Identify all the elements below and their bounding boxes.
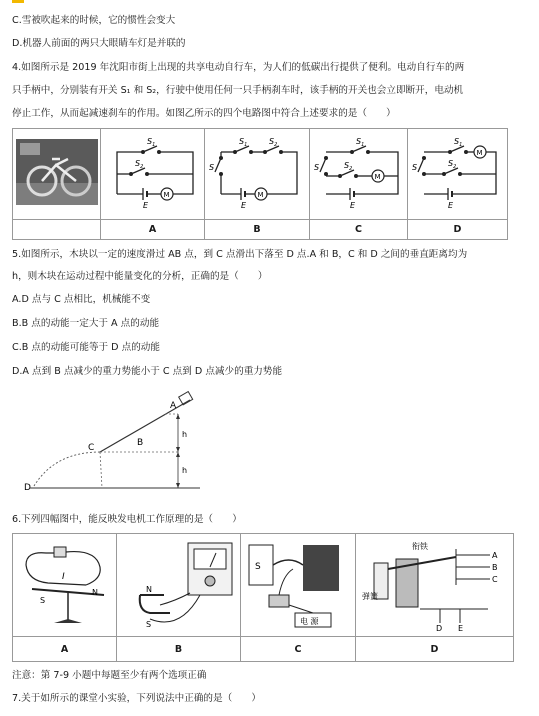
switch-contact [324, 172, 328, 176]
q6-figure-table [12, 533, 514, 662]
q4-label-a: A [101, 220, 205, 240]
q5-option-b: B.B 点的动能一定大于 A 点的动能 [12, 318, 160, 329]
q6-fig-d-cell [356, 534, 514, 637]
switch-label: $S_1$ [453, 137, 462, 148]
q6-label-a: A [13, 637, 117, 662]
switch-label: S [209, 163, 215, 172]
battery-label: E [241, 201, 247, 210]
switch-label: S [313, 163, 319, 172]
motor-label: M [374, 173, 381, 181]
circuit-b [207, 130, 307, 214]
switch-blade [320, 158, 326, 172]
q6-fig-a [16, 535, 114, 631]
wire [267, 152, 297, 194]
q6-fig-d [360, 535, 510, 631]
switch-label: S [411, 163, 417, 172]
q6b-south: S [145, 620, 151, 629]
circuit-a [103, 130, 203, 214]
switch-label: $S_2$ [134, 159, 143, 170]
q5-h-upper: h [182, 430, 188, 439]
q6d-armature: 衔铁 [411, 542, 428, 551]
motor-label: M [257, 191, 264, 199]
q6d-e: E [457, 624, 463, 631]
battery-label: E [142, 201, 148, 210]
q6b-north: N [145, 585, 152, 594]
battery-label: E [447, 201, 453, 210]
q6a-current: I [61, 572, 65, 582]
q6-label-b: B [117, 637, 241, 662]
q5-label-a: A [170, 401, 177, 411]
option-d: D.机器人前面的两只大眼睛车灯是并联的 [12, 38, 186, 49]
q6-fig-c-cell [241, 534, 356, 637]
q6d-a: A [491, 551, 497, 560]
q4-line-3: 停止工作，从而起减速刹车的作用。如图乙所示的四个电路图中符合上述要求的是（ ） [12, 108, 396, 119]
switch-label: $S_1$ [355, 137, 364, 148]
switch-blade [418, 158, 424, 172]
switch-label: $S_1$ [146, 137, 155, 148]
circuit-c-cell [310, 129, 408, 220]
q6-line: 6.下列四幅图中，能反映发电机工作原理的是（ ） [12, 514, 242, 525]
battery-label: E [349, 201, 355, 210]
q6c-south: S [255, 562, 261, 572]
q5-label-b: B [137, 438, 144, 448]
q6-fig-b-cell [117, 534, 241, 637]
bike-photo-cell [13, 129, 101, 220]
q6d-d: D [435, 624, 442, 631]
circuit-b-cell [205, 129, 310, 220]
circuit-a-cell [101, 129, 205, 220]
q4-label-d: D [408, 220, 508, 240]
q6-fig-a-cell [13, 534, 117, 637]
q5-option-a: A.D 点与 C 点相比，机械能不变 [12, 294, 151, 305]
q4-label-blank [13, 220, 101, 240]
q6-fig-b [120, 535, 238, 631]
q5-label-c: C [88, 443, 95, 453]
q4-label-b: B [205, 220, 310, 240]
note-line: 注意：第 7-9 小题中每题至少有两个选项正确 [12, 670, 207, 681]
option-c: C.雪被吹起来的时候，它的惯性会变大 [12, 15, 176, 26]
q5-label-d: D [24, 483, 31, 493]
motor-label: M [476, 149, 483, 157]
switch-label: $S_2$ [269, 137, 278, 148]
wire [159, 152, 193, 194]
q6a-north: N [91, 588, 98, 597]
circuit-d-cell [408, 129, 508, 220]
circuit-c [312, 130, 406, 214]
q6a-south: S [39, 596, 45, 605]
motor-label: M [163, 191, 170, 199]
q7-line: 7.关于如所示的课堂小实验，下列说法中正确的是（ ） [12, 693, 261, 704]
q5-option-c: C.B 点的动能可能等于 D 点的动能 [12, 342, 160, 353]
q5-h-lower: h [182, 466, 188, 475]
q4-line-1: 4.如图所示是 2019 年沈阳市街上出现的共享电动自行车，为人们的低碳出行提供了便利。电动自行车的两 [12, 62, 465, 73]
q6d-spring: 弹簧 [361, 592, 378, 601]
q5-line-2: h，则木块在运动过程中能量变化的分析，正确的是（ ） [12, 271, 268, 282]
site-logo [12, 0, 24, 3]
q6d-b: B [491, 563, 497, 572]
q6c-power: 电 源 [300, 617, 319, 626]
switch-label: $S_2$ [343, 161, 352, 172]
switch-blade [215, 158, 221, 172]
q6-label-d: D [356, 637, 514, 662]
q6-fig-c [243, 535, 353, 631]
q5-option-d: D.A 点到 B 点减少的重力势能小于 C 点到 D 点减少的重力势能 [12, 366, 283, 377]
switch-label: $S_1$ [239, 137, 248, 148]
q4-label-c: C [310, 220, 408, 240]
bike-photo [16, 139, 98, 205]
switch-label: $S_2$ [447, 159, 456, 170]
q4-circuit-table [12, 128, 508, 240]
q6-label-c: C [241, 637, 356, 662]
q5-line-1: 5.如图所示，木块以一定的速度滑过 AB 点，到 C 点滑出下落至 D 点.A 和 B，C 和 D 之间的垂直距离均为 [12, 249, 468, 260]
q5-slope-figure [20, 390, 210, 502]
circuit-d [410, 130, 506, 214]
q6d-c: C [491, 575, 498, 584]
q4-line-2: 只手柄中，分别装有开关 S₁ 和 S₂，行驶中使用任何一只手柄刹车时，该手柄的开关也会立即断开，电动机 [12, 85, 464, 96]
switch-contact [422, 172, 426, 176]
